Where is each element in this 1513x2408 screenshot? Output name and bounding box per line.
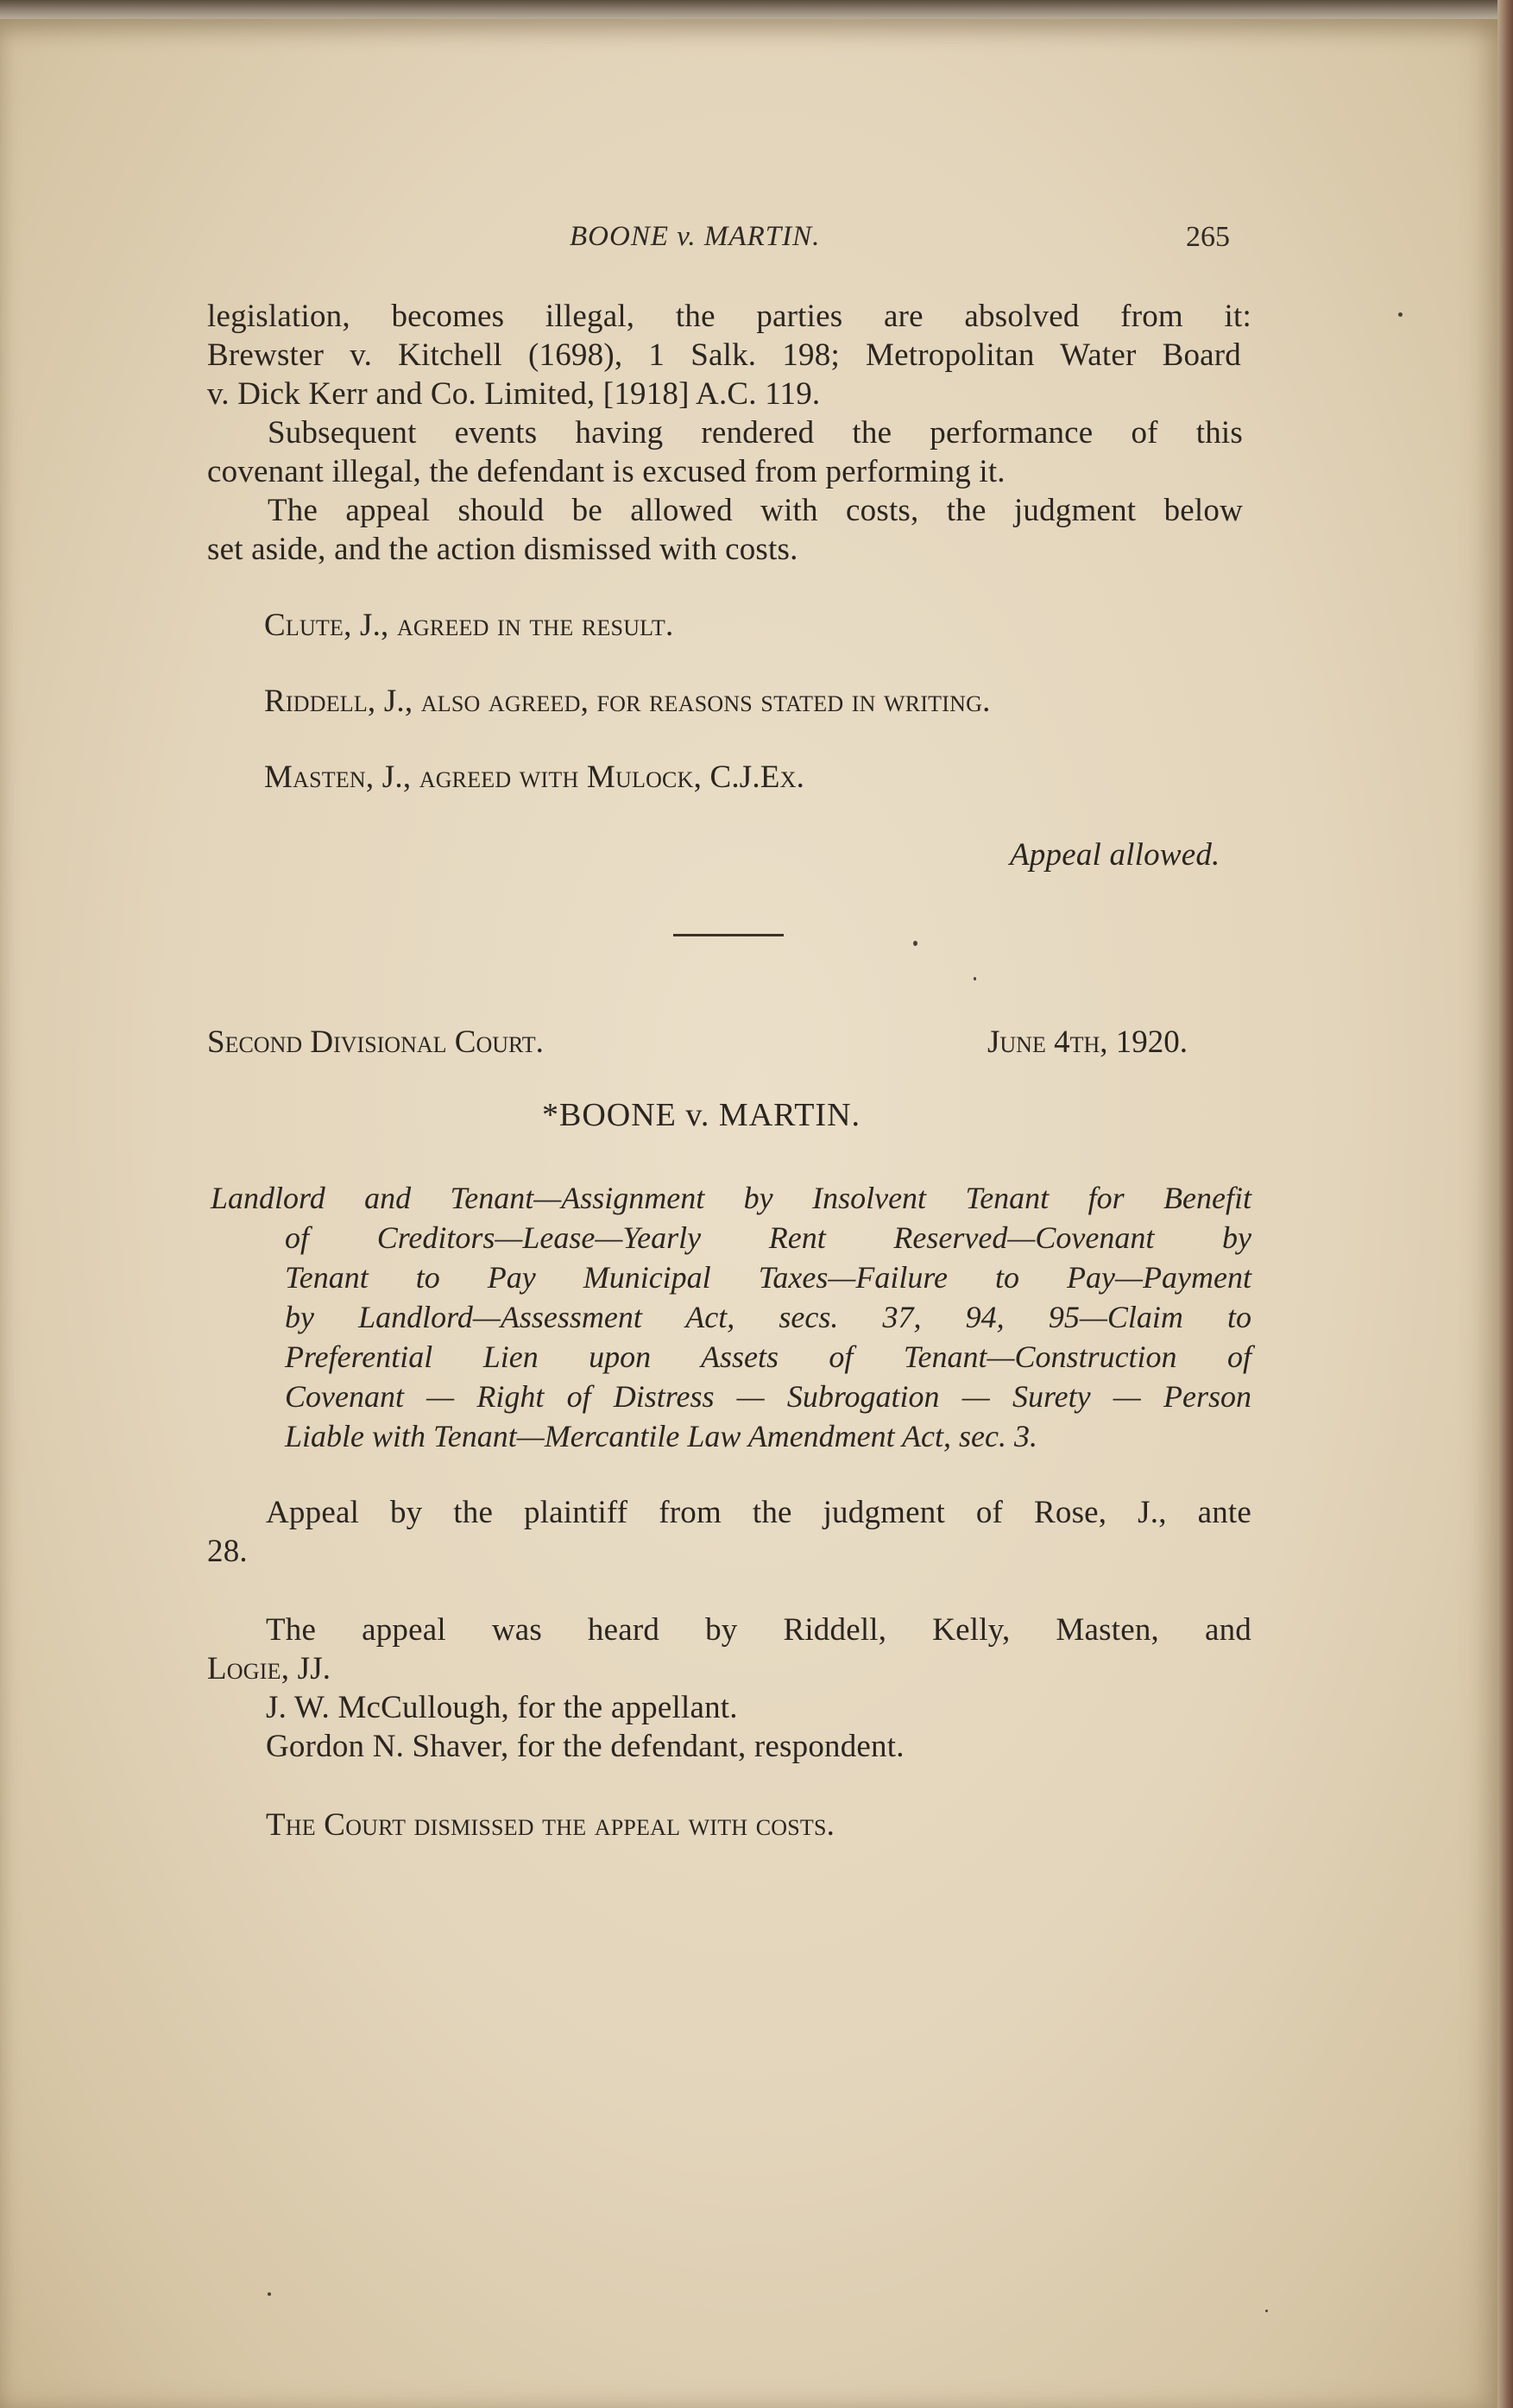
headnote-line: Tenant to Pay Municipal Taxes—Failure to Pay—Payment xyxy=(285,1260,1251,1295)
page-number: 265 xyxy=(1186,221,1230,253)
appeal-line: 28. xyxy=(207,1534,248,1569)
appeal-line: Appeal by the plaintiff from the judgment of Rose, J., ante xyxy=(266,1495,1251,1530)
counsel-appellant: J. W. McCullough, for the appellant. xyxy=(266,1690,738,1725)
paper-speck xyxy=(268,2292,271,2296)
book-right-edge xyxy=(1497,0,1513,2408)
body-line: set aside, and the action dismissed with costs. xyxy=(207,532,798,567)
body-line: Brewster v. Kitchell (1698), 1 Salk. 198; Metropolitan Water Board xyxy=(207,337,1241,373)
section-divider xyxy=(673,934,784,936)
court-result: The Court dismissed the appeal with costs. xyxy=(266,1807,835,1843)
body-line: covenant illegal, the defendant is excused from performing it. xyxy=(207,454,1006,489)
judge-masten-note: Masten, J., agreed with Mulock, C.J.Ex. xyxy=(264,760,805,795)
headnote-line: Liable with Tenant—Mercantile Law Amendment Act, sec. 3. xyxy=(285,1419,1037,1453)
body-line: legislation, becomes illegal, the parties are absolved from it: xyxy=(207,299,1251,334)
running-title: BOONE v. MARTIN. xyxy=(570,221,821,252)
paper-speck xyxy=(913,941,917,946)
judge-clute-note: Clute, J., agreed in the result. xyxy=(264,608,674,643)
judge-riddell-note: Riddell, J., also agreed, for reasons stated in writing. xyxy=(264,684,991,719)
paper-speck xyxy=(974,977,976,980)
body-line: v. Dick Kerr and Co. Limited, [1918] A.C. 119. xyxy=(207,376,821,412)
paper-speck xyxy=(1398,312,1403,317)
headnote-line: Preferential Lien upon Assets of Tenant—Construction of xyxy=(285,1340,1251,1374)
hearing-line: Logie, JJ. xyxy=(207,1651,331,1686)
headnote-line: Covenant — Right of Distress — Subrogation — Surety — Person xyxy=(285,1379,1251,1414)
disposition: Appeal allowed. xyxy=(1010,837,1220,873)
case-title: *BOONE v. MARTIN. xyxy=(542,1097,861,1133)
hearing-line: The appeal was heard by Riddell, Kelly, Masten, and xyxy=(266,1612,1251,1648)
court-name: Second Divisional Court. xyxy=(207,1024,544,1060)
headnote-line: Landlord and Tenant—Assignment by Insolvent Tenant for Benefit xyxy=(211,1181,1251,1215)
headnote-line: by Landlord—Assessment Act, secs. 37, 94, 95—Claim to xyxy=(285,1300,1251,1334)
decision-date: June 4th, 1920. xyxy=(987,1024,1188,1060)
headnote-line: of Creditors—Lease—Yearly Rent Reserved—Covenant by xyxy=(285,1220,1251,1255)
body-line: Subsequent events having rendered the performance of this xyxy=(268,415,1243,451)
counsel-respondent: Gordon N. Shaver, for the defendant, respondent. xyxy=(266,1729,905,1764)
paper-speck xyxy=(1265,2310,1268,2312)
body-line: The appeal should be allowed with costs, the judgment below xyxy=(268,493,1243,528)
